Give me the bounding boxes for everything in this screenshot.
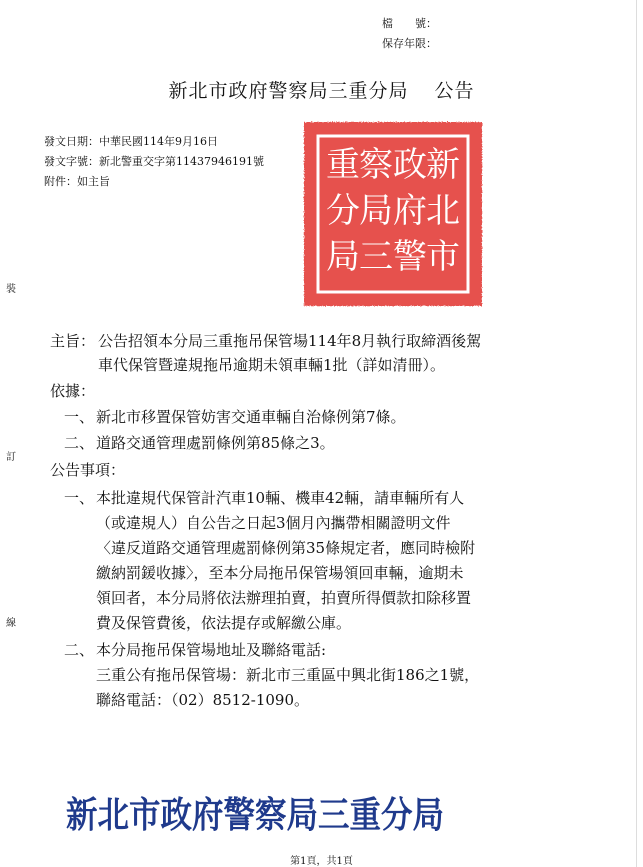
notice-item-1-line-1: 本批違規代保管計汽車10輛、機車42輛，請車輛所有人	[96, 489, 465, 507]
issue-number: 發文字號：新北警重交字第11437946191號	[44, 155, 264, 168]
svg-text:政: 政	[393, 145, 427, 185]
subject-line-1: 公告招領本分局三重拖吊保管場114年8月執行取締酒後駕	[98, 332, 482, 350]
notice-item-1-line-2: （或違規人）自公告之日起3個月內攜帶相關證明文件	[96, 514, 451, 532]
notice-item-1-line-5: 領回者，本分局將依法辦理拍賣，拍賣所得價款扣除移置	[96, 589, 472, 607]
basis-item-2: 道路交通管理處罰條例第85條之3。	[96, 434, 335, 452]
org-name-stamp	[66, 785, 446, 837]
official-seal	[300, 118, 486, 310]
notice-item-1-line-6: 費及保管費後，依法提存或解繳公庫。	[96, 614, 352, 632]
subject-label: 主旨：	[50, 332, 96, 350]
svg-text:警: 警	[393, 237, 427, 277]
issue-date: 發文日期：中華民國114年9月16日	[44, 135, 218, 148]
page-title	[0, 76, 643, 103]
svg-text:重: 重	[326, 145, 360, 185]
notice-item-2-line-2: 三重公有拖吊保管場：新北市三重區中興北街186之1號，	[96, 666, 480, 684]
svg-text:新北市政府警察局三重分局: 新北市政府警察局三重分局	[66, 794, 444, 836]
file-info	[382, 14, 437, 54]
svg-text:察: 察	[359, 145, 393, 185]
basis-num-2: 二、	[64, 434, 95, 452]
notice-item-2-line-3: 聯絡電話：（02）8512-1090。	[96, 691, 310, 709]
notice-item-2-line-1: 本分局拖吊保管場地址及聯絡電話:	[96, 641, 327, 659]
page-edge-line	[636, 0, 637, 867]
doc-meta	[44, 132, 264, 192]
doc-type: 公告	[434, 80, 475, 102]
binding-mark-xian: 線	[6, 618, 16, 629]
page-number: 第1頁，共1頁	[290, 856, 353, 867]
svg-text:府: 府	[393, 191, 427, 231]
notice-item-1-line-4: 繳納罰鍰收據〉，至本分局拖吊保管場領回車輛，逾期未	[96, 564, 464, 582]
svg-text:新: 新	[426, 145, 460, 185]
issuing-org: 新北市政府警察局三重分局	[168, 80, 409, 102]
svg-text:分: 分	[326, 191, 360, 231]
svg-text:北: 北	[426, 191, 460, 231]
svg-text:三: 三	[359, 237, 393, 277]
basis-label: 依據：	[50, 382, 96, 400]
binding-mark-zhuang: 裝	[6, 284, 16, 295]
notice-num-2: 二、	[64, 641, 95, 659]
subject-line-2: 車代保管暨違規拖吊逾期未領車輛1批（詳如清冊）。	[98, 356, 446, 374]
retention-label: 保存年限：	[382, 37, 437, 50]
notice-label: 公告事項：	[50, 461, 126, 479]
basis-num-1: 一、	[64, 408, 95, 426]
attachment: 附件：如主旨	[44, 175, 110, 188]
svg-text:局: 局	[359, 191, 393, 231]
notice-item-1-line-3: 〈違反道路交通管理處罰條例第35條規定者，應同時檢附	[96, 539, 476, 557]
basis-item-1: 新北市移置保管妨害交通車輛自治條例第7條。	[96, 408, 406, 426]
binding-mark-ding: 訂	[6, 452, 16, 463]
svg-text:局: 局	[326, 237, 360, 277]
file-number-label: 檔 號：	[382, 17, 437, 30]
svg-text:市: 市	[426, 237, 460, 277]
notice-num-1: 一、	[64, 489, 95, 507]
